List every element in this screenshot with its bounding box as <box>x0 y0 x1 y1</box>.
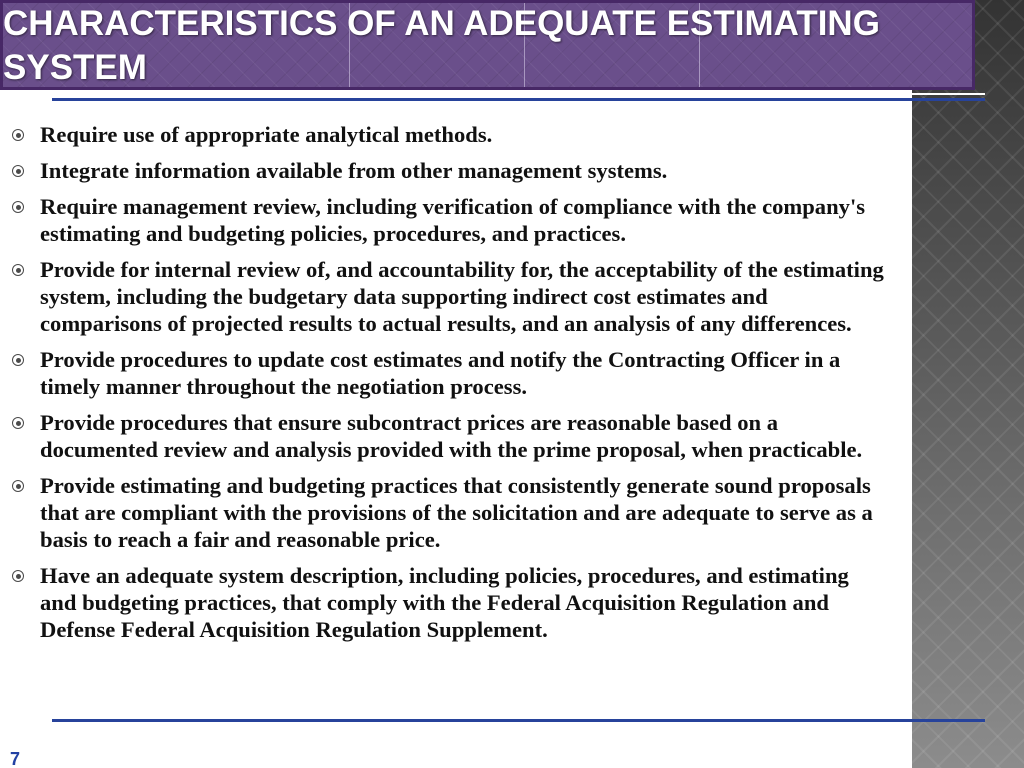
bullet-item <box>0 472 912 553</box>
bullet-item <box>0 121 912 148</box>
bullet-list <box>0 121 912 643</box>
bullet-item <box>0 256 912 337</box>
page-number: 7 <box>10 749 21 768</box>
bullet-text-line: comparisons of projected results to actual results, and an analysis of any differences. <box>40 311 852 336</box>
bullet-text-line: Integrate information available from other management systems. <box>40 158 668 183</box>
bullet-text-line: Provide procedures that ensure subcontract prices are reasonable based on a <box>40 410 779 435</box>
bullet-text-line: documented review and analysis provided with the prime proposal, when practicable. <box>40 437 863 462</box>
bullet-text-line: system, including the budgetary data supporting indirect cost estimates and <box>40 284 768 309</box>
circled-dot-bullet-icon <box>12 201 24 213</box>
circled-dot-bullet-icon <box>12 417 24 429</box>
circled-dot-bullet-icon <box>12 480 24 492</box>
header-rule-highlight <box>52 93 985 95</box>
circled-dot-bullet-icon <box>12 165 24 177</box>
bullet-item <box>0 346 912 400</box>
bullet-text-line: Require management review, including verification of compliance with the company's <box>40 194 866 219</box>
bullet-text-line: timely manner throughout the negotiation process. <box>40 374 528 399</box>
bullet-text-line: Provide procedures to update cost estimates and notify the Contracting Officer in a <box>40 347 841 372</box>
footer-rule <box>52 719 985 722</box>
bullet-text-line: Provide estimating and budgeting practices that consistently generate sound proposals <box>40 473 871 498</box>
slide-title-line: SYSTEM <box>3 48 147 87</box>
bullet-text-line: Have an adequate system description, including policies, procedures, and estimating <box>40 563 849 588</box>
bullet-text-line: that are compliant with the provisions of the solicitation and are adequate to serve as a <box>40 500 873 525</box>
bullet-item <box>0 157 912 184</box>
side-decoration-panel <box>912 0 1024 768</box>
bullet-item <box>0 409 912 463</box>
bullet-item <box>0 562 912 643</box>
circled-dot-bullet-icon <box>12 129 24 141</box>
bullet-text-line: Provide for internal review of, and accountability for, the acceptability of the estimating <box>40 257 884 282</box>
bullet-text-line: estimating and budgeting policies, procedures, and practices. <box>40 221 627 246</box>
slide-title <box>3 2 880 90</box>
circled-dot-bullet-icon <box>12 354 24 366</box>
bullet-text-line: Require use of appropriate analytical methods. <box>40 122 493 147</box>
bullet-item <box>0 193 912 247</box>
header-rule <box>52 98 985 101</box>
circled-dot-bullet-icon <box>12 264 24 276</box>
circled-dot-bullet-icon <box>12 570 24 582</box>
slide-title-line: CHARACTERISTICS OF AN ADEQUATE ESTIMATING <box>3 4 880 43</box>
title-bar <box>0 0 975 90</box>
bullet-text-line: basis to reach a fair and reasonable price. <box>40 527 441 552</box>
bullet-text-line: Defense Federal Acquisition Regulation Supplement. <box>40 617 548 642</box>
bullet-text-line: and budgeting practices, that comply with the Federal Acquisition Regulation and <box>40 590 829 615</box>
